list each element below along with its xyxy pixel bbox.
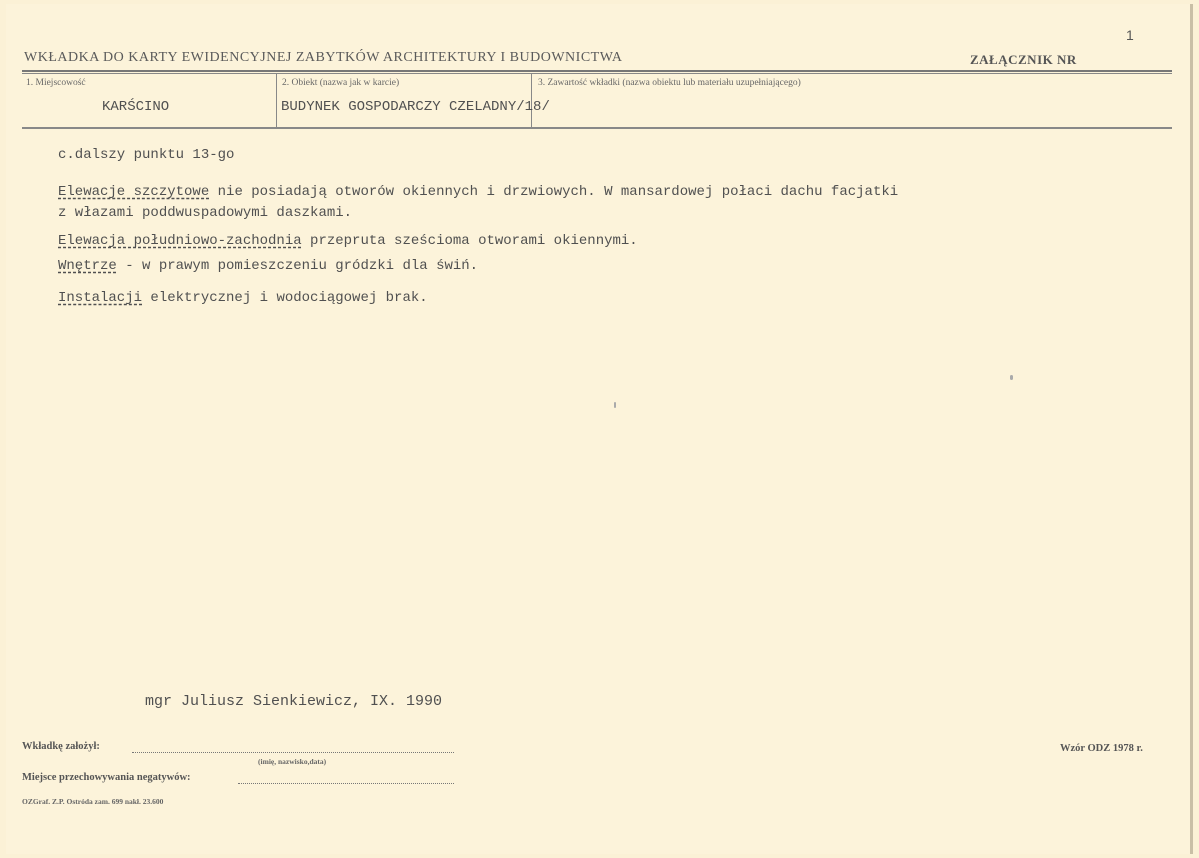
body-line-6-text: elektrycznej i wodociągowej brak. — [142, 290, 428, 306]
object-value: BUDYNEK GOSPODARCZY CZELADNY/18/ — [281, 99, 550, 115]
heading-sw-elevation: Elewacja południowo-zachodnia — [58, 233, 302, 249]
form-title: WKŁADKA DO KARTY EWIDENCYJNEJ ZABYTKÓW ARCHITEKTURY I BUDOWNICTWA — [24, 50, 623, 65]
location-value: KARŚCINO — [102, 99, 170, 115]
field-divider-1 — [276, 73, 277, 127]
heading-gable-elevations: Elewacje szczytowe — [58, 184, 210, 200]
page-number: 1 — [1126, 27, 1134, 43]
founded-label: Wkładkę założył: — [22, 741, 100, 752]
body-line-5-text: - w prawym pomieszczeniu gródzki dla świń. — [116, 258, 479, 274]
body-line-4-text: przepruta sześcioma otworami okiennymi. — [301, 233, 638, 249]
negatives-dotted-line — [238, 783, 454, 784]
header-rule-top — [22, 70, 1172, 72]
body-line-1: c.dalszy punktu 13-go — [58, 147, 235, 163]
header-rule-bottom — [22, 127, 1172, 129]
body-line-4 — [58, 233, 638, 249]
paper-speck — [614, 402, 616, 408]
form-model: Wzór ODZ 1978 r. — [1060, 743, 1143, 754]
body-line-2 — [58, 184, 898, 200]
annex-label: ZAŁĄCZNIK NR — [970, 52, 1077, 67]
heading-installations: Instalacji — [58, 290, 143, 306]
founded-hint: (imię, nazwisko,data) — [258, 757, 327, 766]
location-label: 1. Miejscowość — [26, 78, 86, 88]
content-label: 3. Zawartość wkładki (nazwa obiektu lub materiału uzupełniającego) — [538, 78, 801, 88]
body-line-5 — [58, 258, 478, 274]
paper-speck — [1010, 375, 1013, 380]
body-line-2-text: nie posiadają otworów okiennych i drzwiowych. W mansardowej połaci dachu facjatki — [209, 184, 899, 200]
heading-interior: Wnętrze — [58, 258, 117, 274]
body-line-3: z włazami poddwuspadowymi daszkami. — [58, 205, 353, 221]
negatives-label: Miejsce przechowywania negatywów: — [22, 772, 191, 783]
header-rule-top-inner — [22, 73, 1172, 74]
document-page — [6, 4, 1193, 854]
founded-dotted-line — [132, 752, 454, 753]
signature-line: mgr Juliusz Sienkiewicz, IX. 1990 — [145, 693, 443, 710]
body-line-6 — [58, 290, 428, 306]
printer-imprint: OZGraf. Z.P. Ostróda zam. 699 nakł. 23.600 — [22, 797, 164, 806]
object-label: 2. Obiekt (nazwa jak w karcie) — [282, 78, 400, 88]
